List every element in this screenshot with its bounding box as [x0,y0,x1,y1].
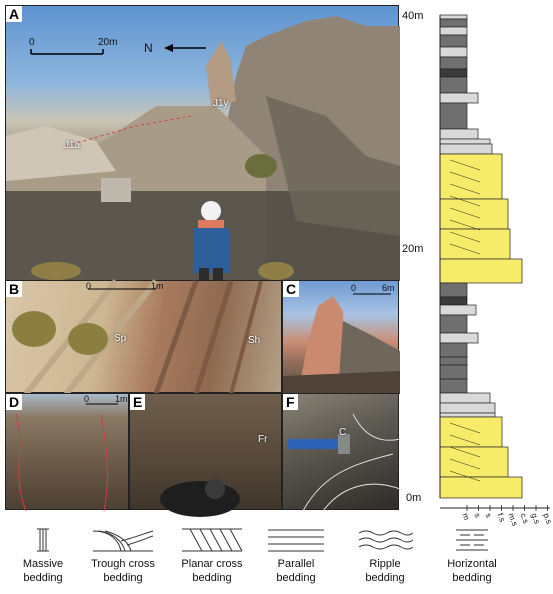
column-bed-middle [440,365,467,379]
legend-massive-bedding [3,527,83,585]
legend-trough-cross-bedding [83,527,163,585]
depth-label-top: 40m [402,10,424,22]
stratigraphic-column [400,0,550,530]
column-sandstone-bed [440,417,502,447]
legend-line1: Parallel [277,558,315,570]
column-bed-middle [440,343,467,357]
massive-bedding-icon [23,527,63,553]
depth-label-middle: 20m [402,243,424,255]
photo-panel-f [282,393,399,510]
outcrop-f-illustration [283,394,400,511]
column-bed-middle [440,297,467,305]
legend-parallel-bedding [256,527,336,585]
planar-cross-bedding-icon [180,527,244,553]
column-bed-upper [440,139,490,144]
legend-line2: bedding [192,572,232,584]
photo-panel-e [129,393,282,510]
legend-line1: Massive [22,558,64,570]
legend-line2: bedding [452,572,492,584]
column-bed-upper [440,144,492,154]
photo-panel-d [5,393,129,510]
legend-line2: bedding [103,572,143,584]
column-bed-middle [440,283,467,297]
panel-label-f: F [283,394,298,410]
column-bed-middle [440,393,490,403]
legend-line2: bedding [365,572,405,584]
parallel-bedding-icon [266,527,326,553]
column-bed-upper [440,19,467,27]
panel-label-c: C [283,281,299,297]
column-bed-upper [440,35,467,47]
facies-label-c: C [339,427,347,438]
horizontal-bedding-icon [452,527,492,553]
column-conglomerate-bed [440,259,522,283]
photo-panel-a [5,5,399,280]
outcrop-d-illustration [6,394,130,511]
panel-label-d: D [6,394,22,410]
column-bed-upper [440,47,467,57]
column-sandstone-bed [440,447,508,477]
north-label: N [144,41,153,55]
grain-size-label: m.s [506,512,520,528]
depth-label-bottom: 0m [406,492,422,504]
scale-end-label: 6m [382,283,395,293]
panel-label-a: A [6,6,22,22]
grain-size-label: s [472,512,482,519]
outcrop-b-illustration [6,281,283,394]
outcrop-c-illustration [283,281,400,394]
column-bed-middle [440,315,467,333]
column-bed-upper [440,103,467,129]
scale-zero-label: 0 [86,281,92,291]
photo-panel-c [282,280,399,393]
column-bed-upper [440,129,478,139]
scale-zero-label: 0 [351,283,357,293]
grain-size-label: f.s [495,512,507,524]
column-bed-middle [440,403,495,413]
scale-end-label: 20m [98,37,118,48]
column-bed-upper [440,27,467,35]
facies-label-fr: Fr [258,434,268,445]
column-bed-upper [440,69,467,77]
column-bed-middle [440,305,476,315]
scale-end-label: 1m [151,281,164,291]
legend-planar-cross-bedding [172,527,252,585]
column-bed-upper [440,57,467,69]
column-bed-upper [440,93,478,103]
scale-zero-label: 0 [84,394,90,404]
grain-size-label: p.s [541,512,553,526]
column-bed-upper [440,15,467,19]
panel-label-b: B [6,281,22,297]
column-bed-upper [440,77,467,93]
scale-zero-label: 0 [29,37,35,48]
grain-size-label: m [460,512,472,522]
grain-size-label: c.s [518,512,531,525]
scale-end-label: 1m [115,394,128,404]
trough-cross-bedding-icon [91,527,155,553]
legend-line1: Ripple [369,558,401,570]
legend-line1: Planar cross [181,558,243,570]
unit-label-j1a: J1a [64,140,81,151]
grain-size-label: g.s [529,512,542,526]
facies-label-sh: Sh [248,335,261,346]
column-sandstone-bed [440,154,502,199]
unit-label-j1y: J1y [213,98,229,109]
column-bed-middle [440,379,467,393]
panel-label-e: E [130,394,145,410]
facies-label-sp: Sp [114,333,127,344]
column-bed-middle [440,413,495,417]
legend-line2: bedding [23,572,63,584]
legend-line1: Horizontal [447,558,497,570]
column-sandstone-bed [440,199,508,229]
ripple-bedding-icon [357,527,413,553]
legend-line2: bedding [276,572,316,584]
column-conglomerate-bed [440,477,522,498]
grain-size-label: s [483,512,494,519]
outcrop-e-illustration [130,394,283,511]
column-bed-middle [440,333,478,343]
column-bed-middle [440,357,467,365]
legend-horizontal-bedding [432,527,512,585]
legend-ripple-bedding [345,527,425,585]
photo-panel-b [5,280,282,393]
legend-line1: Trough cross [91,558,155,570]
